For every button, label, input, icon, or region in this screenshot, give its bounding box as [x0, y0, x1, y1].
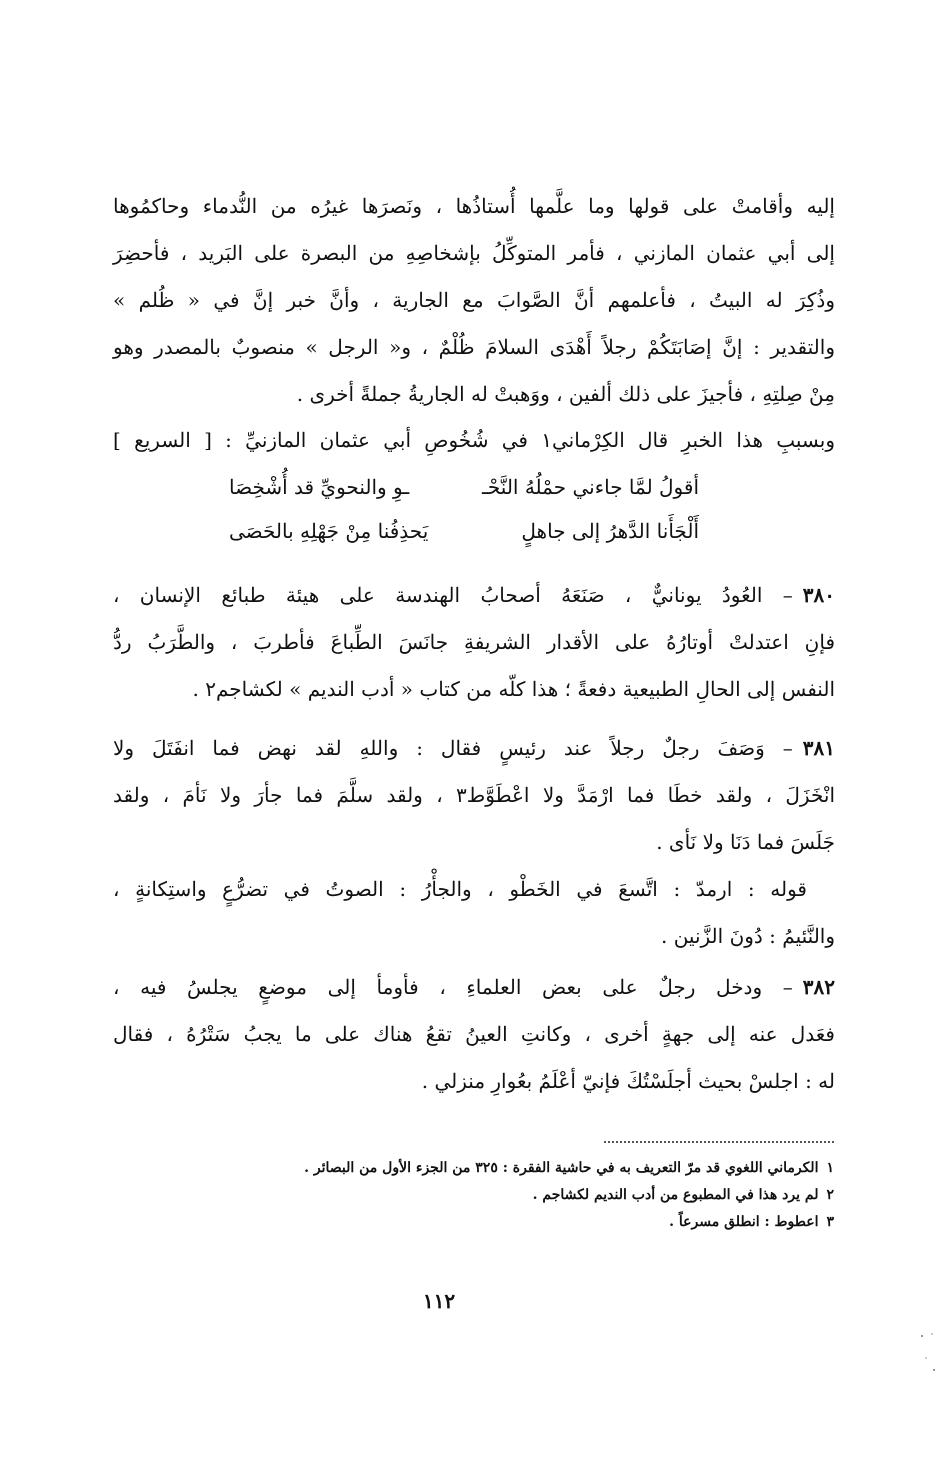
text-line: إلى أبي عثمان المازني ، فأمر المتوكِّلُ بإشخاصِهِ من البصرة على البَريد ، فأحضِرَ [113, 241, 835, 265]
footnote-number: ٢ [826, 1187, 834, 1203]
gloss-line: والنَّئيمُ : دُونَ الزَّنين . [660, 924, 835, 948]
text-fragment: – وَصَفَ رجلٌ رجلاً عند رئيسٍ فقال : واللهِ لقد نهض فما انفَتَلَ ولا [113, 736, 793, 760]
text-line [113, 572, 835, 619]
page-number: ١١٢ [422, 1289, 456, 1313]
verse-first-hemistich: أَلْجَأَنا الدَّهرُ إلى جاهلٍ [521, 519, 699, 543]
text-fragment: – العُودُ يونانيٌّ ، صَنَعَهُ أصحابُ الهندسة على هيئة طبائع الإنسان ، [113, 583, 793, 607]
paragraph-381 [113, 725, 835, 960]
footnote-number: ١ [826, 1160, 834, 1176]
verse-row [229, 465, 699, 509]
intro-paragraph [113, 183, 835, 462]
text-line: انْخَزَلَ ، ولقد خطَا فما ارْمَدَّ ولا اعْطَوَّط٣ ، ولقد سلَّمَ فما جأرَ ولا نَأمَ ، ولقد [113, 783, 835, 807]
footnote [134, 1209, 834, 1236]
footnote [134, 1155, 834, 1182]
text-line: النفس إلى الحالِ الطبيعية دفعةً ؛ هذا كلّه من كتاب « أدب النديم » لكشاجم٢ . [192, 677, 835, 701]
text-line: له : اجلسْ بحيث أجلَسْتُكَ فإنيّ أعْلَمُ بعُوارِ منزلي . [421, 1069, 835, 1093]
text-line: مِنْ صِلتِهِ ، فأجيزَ على ذلك ألفين ، ووَهبتْ له الجاريةُ جملةً أخرى . [296, 382, 835, 406]
text-line: وذُكِرَ له البيتُ ، فأعلمهم أنَّ الصَّوابَ مع الجارية ، وأنَّ خبر إنَّ في « ظُلم » [113, 288, 835, 312]
footnote-number: ٣ [826, 1214, 834, 1230]
text-line: والتقدير : إنَّ إصَابَتَكُمْ رجلاً أَهْدَى السلامَ ظُلْمٌ ، و« الرجل » منصوبٌ بالمصدر وهو [113, 335, 835, 359]
verse-second-hemistich: يَحذِفُنا مِنْ جَهْلِهِ بالحَصَى [229, 519, 429, 543]
verse-first-hemistich: أقولُ لمَّا جاءني حمْلُهُ النَّحْـ [482, 475, 699, 499]
text-line: فإنِ اعتدلتْ أوتارُهُ على الأقدار الشريفةِ جانَسَ الطِّباعَ فأطربَ ، والطَّرَبُ ردُّ [113, 630, 836, 654]
text-fragment: – ودخل رجلٌ على بعض العلماءِ ، فأومأ إلى موضعٍ يجلسُ فيه ، [113, 975, 793, 999]
gloss-line: قوله : ارمدّ : اتَّسعَ في الخَطْو ، والجأْرُ : الصوتُ في تضرُّعٍ واستِكانةٍ ، [113, 877, 807, 901]
paragraph-number: ٣٨١ [802, 736, 835, 760]
footnote-separator [604, 1141, 834, 1143]
verse-second-hemistich: ـوِ والنحويِّ قد أُشْخِصَا [229, 475, 410, 499]
footnote-text: لم يرد هذا في المطبوع من أدب النديم لكشاجم . [532, 1187, 819, 1203]
verse-row [229, 509, 699, 553]
text-line: إليه وأقامتْ على قولها وما علَّمها أُستاذُها ، ونَصرَها غيرُه من النُّدماء وحاكمُوها [113, 194, 835, 218]
text-line [113, 964, 835, 1011]
scan-specks [918, 1330, 938, 1390]
paragraph-380 [113, 572, 835, 713]
text-line [113, 725, 835, 772]
footnote-text: اعطوط : انطلق مسرعاً . [669, 1214, 819, 1230]
text-line: فعَدل عنه إلى جهةٍ أخرى ، وكانتِ العينُ تقعُ هناك على ما يجبُ سَتْرُهُ ، فقال [113, 1022, 835, 1046]
paragraph-number: ٣٨٠ [802, 583, 835, 607]
footnotes [134, 1155, 834, 1236]
text-line: جَلَسَ فما دَنَا ولا نَأى . [656, 830, 835, 854]
footnote [134, 1182, 834, 1209]
paragraph-382 [113, 964, 835, 1105]
paragraph-number: ٣٨٢ [802, 975, 835, 999]
verse-intro-line: وبسببِ هذا الخبرِ قال الكِرْماني١ في شُخُوصِ أبي عثمان المازنيِّ : [ السريع ] [113, 428, 835, 452]
footnote-text: الكرماني اللغوي قد مرّ التعريف به في حاشية الفقرة : ٣٢٥ من الجزء الأول من البصائر . [304, 1160, 819, 1176]
poem-verse [229, 465, 699, 553]
